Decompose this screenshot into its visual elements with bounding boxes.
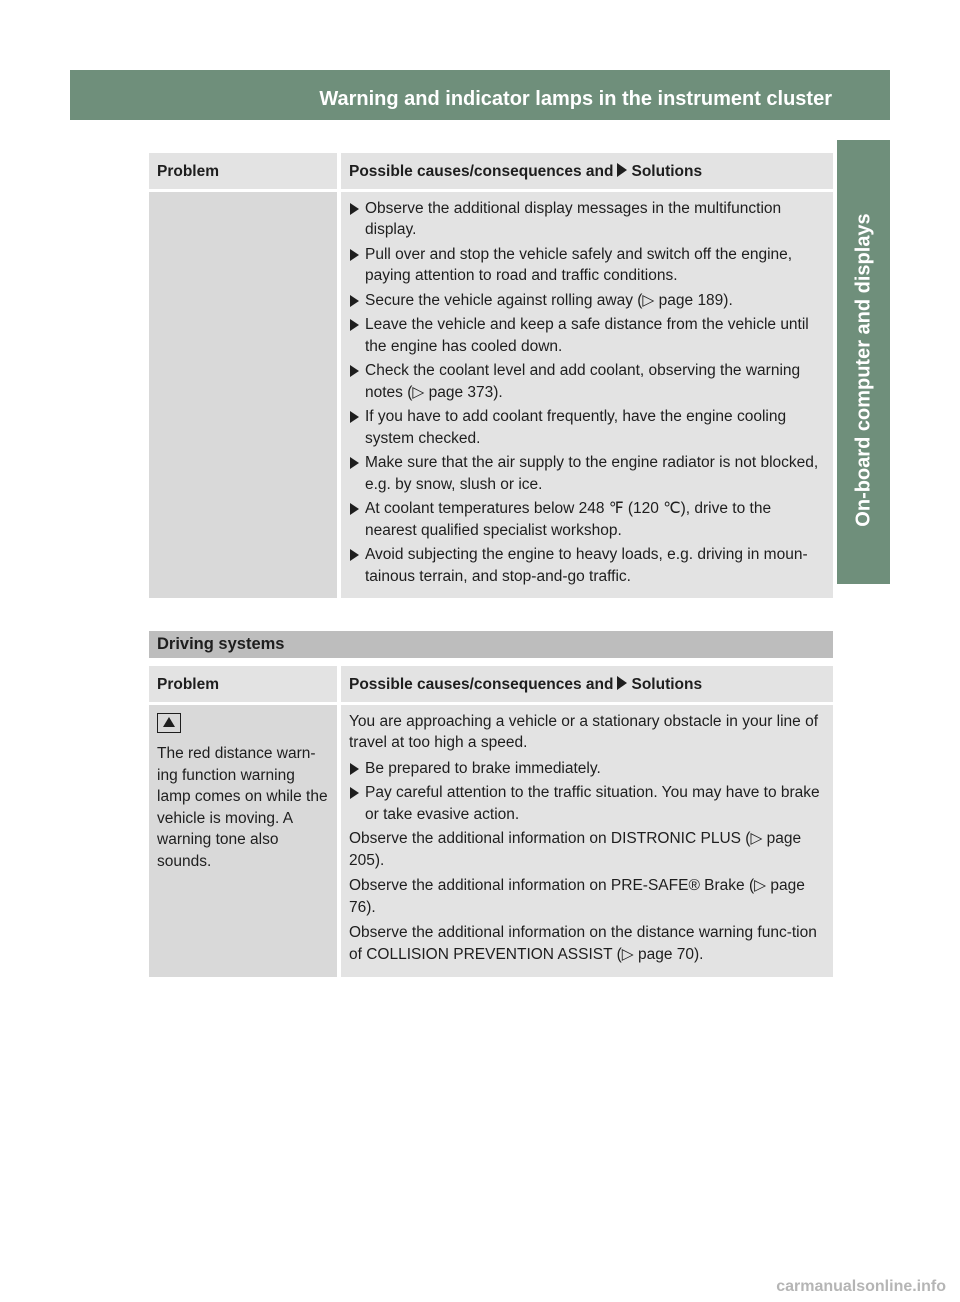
list-item: Secure the vehicle against rolling away (▷ page 189).	[349, 290, 825, 312]
column-header-problem: Problem	[149, 666, 341, 705]
solutions-cell	[341, 192, 833, 599]
cause-text: You are approaching a vehicle or a stationary obstacle in your line of travel at too high a speed.	[349, 712, 819, 751]
column-header-causes	[341, 666, 833, 705]
solutions-cell	[341, 705, 833, 978]
column-header-causes-text: Possible causes/consequences and	[349, 676, 614, 693]
problem-description: The red distance warn-ing function warning lamp comes on while the vehicle is moving. A warning tone also sounds.	[157, 745, 328, 870]
table-row	[149, 705, 833, 978]
distance-warning-lamp-icon	[157, 713, 181, 733]
arrow-icon	[617, 163, 627, 177]
column-header-causes-text: Possible causes/consequences and	[349, 163, 614, 180]
note-text: Observe the additional information on the distance warning func-tion of COLLISION PREVENTION ASSIST (▷ page 70).	[349, 924, 817, 963]
problem-cell	[149, 705, 341, 978]
list-item: Pay careful attention to the traffic situation. You may have to brake or take evasive action.	[349, 782, 825, 825]
list-item: If you have to add coolant frequently, have the engine cooling system checked.	[349, 406, 825, 449]
list-item: At coolant temperatures below 248 ℉ (120 ℃), drive to the nearest qualified specialist workshop.	[349, 498, 825, 541]
note-text: Observe the additional information on PRE-SAFE® Brake (▷ page 76).	[349, 877, 805, 916]
column-header-solutions-text: Solutions	[631, 163, 703, 180]
list-item: Be prepared to brake immediately.	[349, 758, 825, 780]
page-header	[70, 70, 946, 120]
list-item: Check the coolant level and add coolant, observing the warning notes (▷ page 373).	[349, 360, 825, 403]
list-item: Leave the vehicle and keep a safe distance from the vehicle until the engine has cooled down.	[349, 314, 825, 357]
problem-cell	[149, 192, 341, 599]
chapter-marker	[837, 530, 890, 583]
list-item: Avoid subjecting the engine to heavy loads, e.g. driving in moun-tainous terrain, and stop-and-go traffic.	[349, 544, 825, 587]
column-header-causes	[341, 153, 833, 192]
header-title: Warning and indicator lamps in the instrument cluster	[319, 88, 832, 110]
watermark: carmanualsonline.info	[776, 1278, 946, 1295]
solution-steps	[349, 198, 825, 588]
table-header-row	[149, 666, 833, 705]
arrow-icon	[617, 676, 627, 690]
section-title: Driving systems	[157, 635, 285, 653]
section-heading-bar	[149, 631, 833, 658]
table-row	[149, 192, 833, 599]
page-number: 337	[914, 89, 946, 110]
driving-systems-table	[149, 666, 833, 977]
list-item: Observe the additional display messages in the multifunction display.	[349, 198, 825, 241]
header-separator	[902, 76, 904, 120]
list-item: Pull over and stop the vehicle safely and switch off the engine, paying attention to road and traffic conditions.	[349, 244, 825, 287]
note-text: Observe the additional information on DISTRONIC PLUS (▷ page 205).	[349, 830, 802, 869]
list-item: Make sure that the air supply to the engine radiator is not blocked, e.g. by snow, slush or ice.	[349, 452, 825, 495]
column-header-problem: Problem	[149, 153, 341, 192]
column-header-solutions-text: Solutions	[631, 676, 703, 693]
solution-steps	[349, 758, 825, 826]
chapter-tab-label: On-board computer and displays	[852, 213, 875, 527]
coolant-table	[149, 153, 833, 598]
table-header-row	[149, 153, 833, 192]
